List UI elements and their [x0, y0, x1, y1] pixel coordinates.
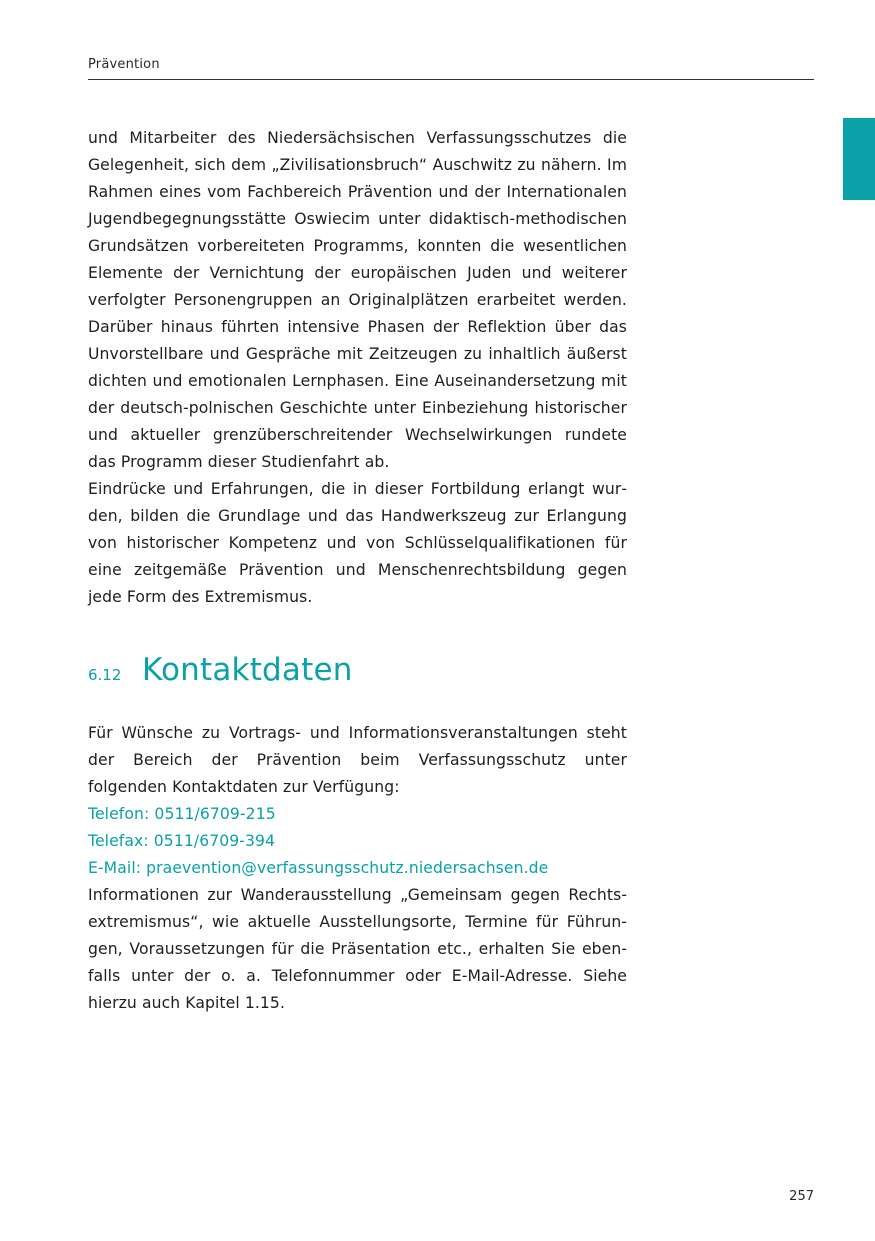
exhibition-info-paragraph: Informationen zur Wanderausstellung „Gemeinsam gegen Rechtsextremismus“, wie aktuelle Ausstellungsorte, Termine für Führungen, Voraussetzungen für die Präsentation etc., erhalten Sie ebenfalls unter der o. a. Telefonnummer oder E-Mail-Adresse. Siehe hierzu auch Kapitel 1.15. [88, 886, 627, 1012]
section-number: 6.12 [88, 666, 122, 684]
intro-paragraph-1: und Mitarbeiter des Niedersächsischen Verfassungsschutzes die Gelegenheit, sich dem „Zivilisationsbruch“ Auschwitz zu nähern. Im Rahmen eines vom Fachbereich Prävention und der Internationalen Jugendbegegnungsstätte Oswiecim unter didaktisch-methodischen Grundsätzen vorbereiteten Programms, konnten die wesentlichen Elemente der Vernichtung der europäischen Juden und weiterer verfolgter Personengruppen an Originalplätzen erarbeitet werden. Darüber hinaus führten intensive Phasen der Reflektion über das Unvorstellbare und Gespräche mit Zeitzeugen zu inhaltlich äußerst dichten und emotionalen Lernphasen. Eine Auseinandersetzung mit der deutsch-polnischen Geschichte unter Einbeziehung historischer und aktueller grenzüberschreitender Wechselwirkungen rundete das Programm dieser Studienfahrt ab. [88, 129, 627, 471]
contact-phone: Telefon: 0511/6709-215 [88, 805, 276, 823]
chapter-tab-marker [843, 118, 875, 200]
running-header-title: Prävention [88, 57, 160, 72]
intro-paragraph-2: Eindrücke und Erfahrungen, die in dieser Fortbildung erlangt wurden, bilden die Grundlage und das Handwerkszeug zur Erlangung von historischer Kompetenz und von Schlüsselqualifikationen für eine zeitgemäße Prävention und Menschenrechtsbildung gegen jede Form des Extremismus. [88, 480, 627, 606]
contact-fax: Telefax: 0511/6709-394 [88, 832, 276, 850]
header-divider [88, 79, 814, 80]
page-number: 257 [789, 1189, 814, 1204]
contact-intro-paragraph: Für Wünsche zu Vortrags- und Informationsveranstaltungen steht der Bereich der Prävention beim Verfassungsschutz unter folgenden Kontaktdaten zur Verfügung: [88, 724, 627, 796]
section-title: Kontaktdaten [142, 652, 353, 688]
section-heading [88, 652, 353, 688]
contact-email[interactable]: E-Mail: praevention@verfassungsschutz.niedersachsen.de [88, 859, 549, 877]
contact-text-block [88, 720, 627, 1017]
intro-text-block [88, 125, 627, 611]
